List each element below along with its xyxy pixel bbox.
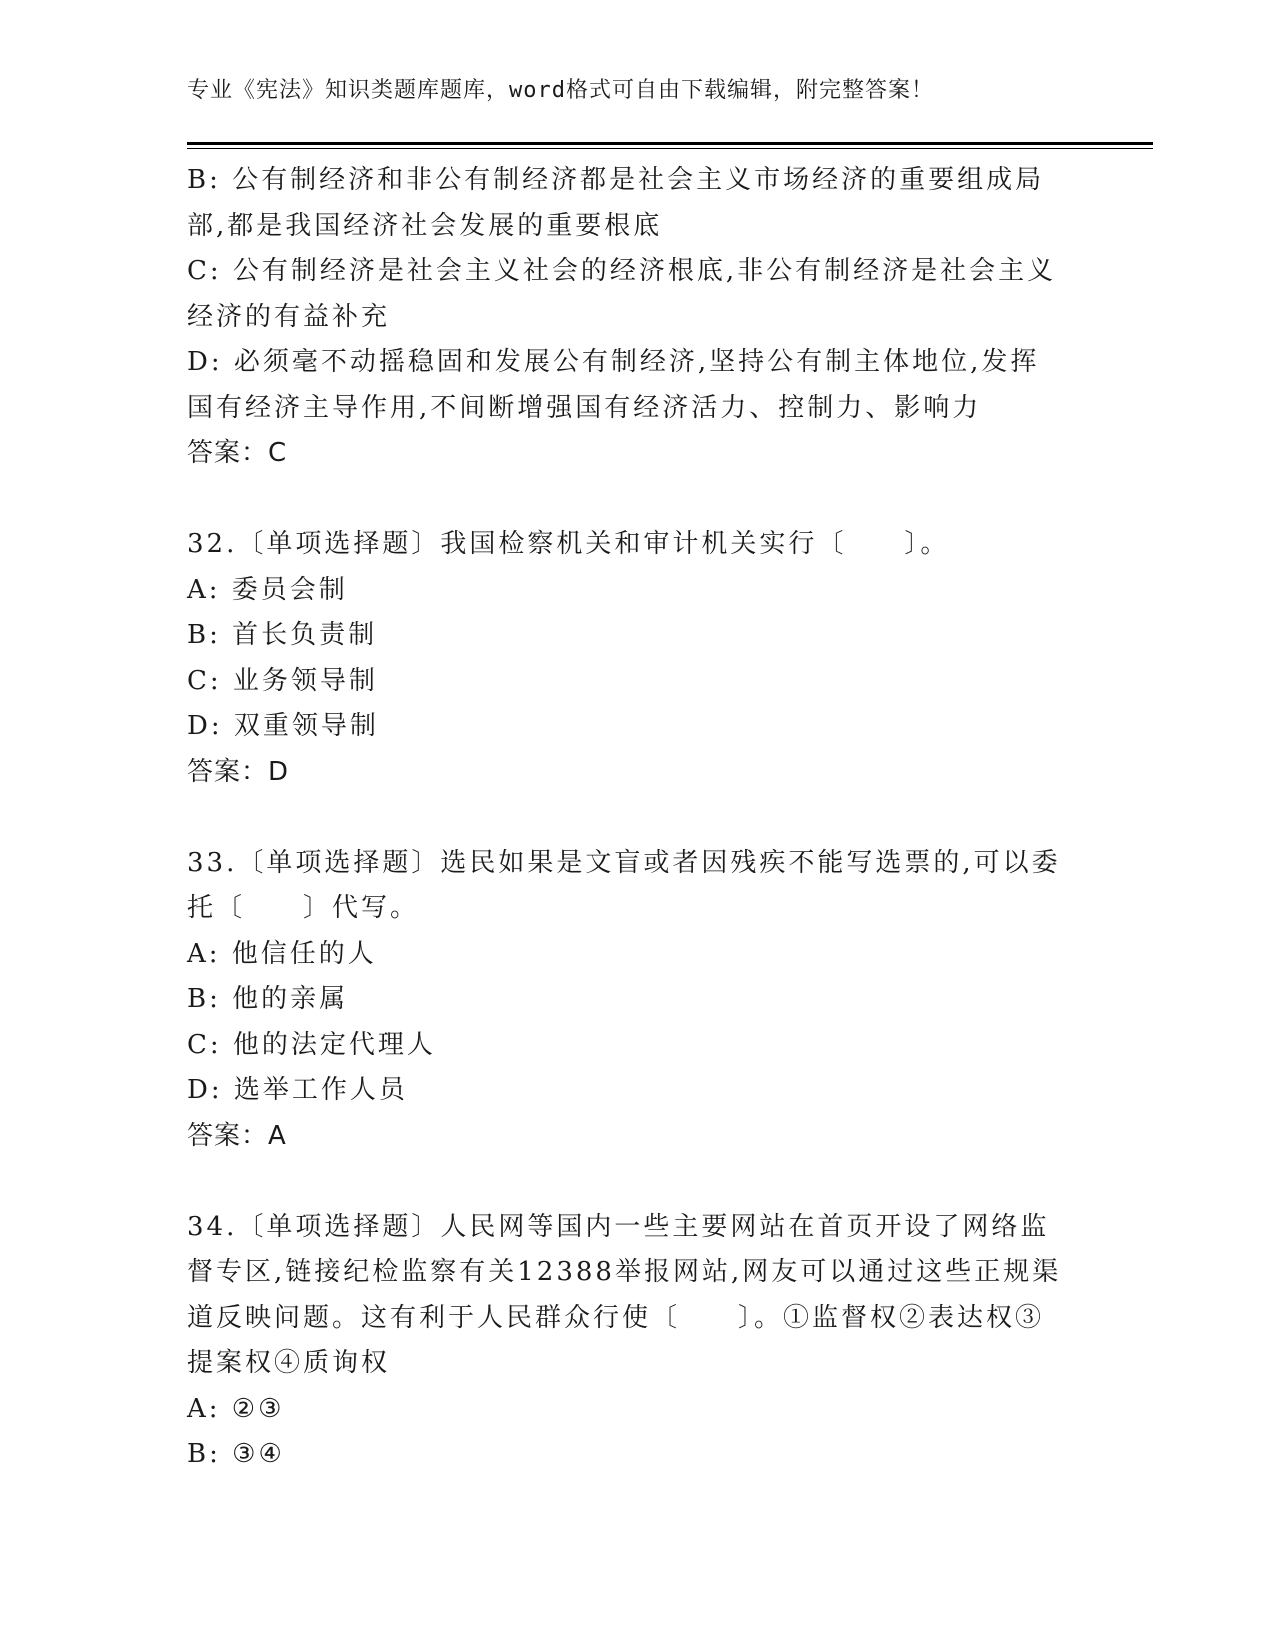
option-a: A: ②③ — [187, 1393, 285, 1424]
question-list — [187, 158, 1067, 1478]
option-b: B: 公有制经济和非公有制经济都是社会主义市场经济的重要组成局部,都是我国经济社会发展的重要根底 — [187, 165, 1045, 241]
option-d: D: 必须毫不动摇稳固和发展公有制经济,坚持公有制主体地位,发挥国有经济主导作用,不间断增强国有经济活力、控制力、影响力 — [187, 347, 1040, 423]
question-stem: 34.〔单项选择题〕人民网等国内一些主要网站在首页开设了网络监督专区,链接纪检监察有关12388举报网站,网友可以通过这些正规渠道反映问题。这有利于人民群众行使〔 〕。①监督权②表达权③提案权④质询权 — [187, 1211, 1062, 1378]
header-divider — [187, 142, 1153, 149]
question-31 — [187, 158, 1067, 477]
answer: 答案：A — [187, 1120, 287, 1151]
option-b: B: 首长负责制 — [187, 620, 378, 650]
question-stem: 32.〔单项选择题〕我国检察机关和审计机关实行〔 〕。 — [187, 529, 950, 559]
option-c: C: 业务领导制 — [187, 665, 378, 696]
option-d: D: 双重领导制 — [187, 711, 379, 741]
option-a: A: 他信任的人 — [187, 938, 377, 969]
question-stem: 33.〔单项选择题〕选民如果是文盲或者因残疾不能写选票的,可以委托〔 〕代写。 — [187, 847, 1061, 923]
option-b: B: ③④ — [187, 1439, 285, 1469]
option-c: C: 公有制经济是社会主义社会的经济根底,非公有制经济是社会主义经济的有益补充 — [187, 256, 1057, 332]
answer: 答案：D — [187, 756, 290, 787]
page-header: 专业《宪法》知识类题库题库，word格式可自由下载编辑，附完整答案！ — [187, 78, 934, 103]
question-33 — [187, 841, 1067, 1160]
question-34 — [187, 1205, 1067, 1478]
option-a: A: 委员会制 — [187, 574, 348, 605]
answer: 答案：C — [187, 438, 288, 468]
question-32 — [187, 522, 1067, 795]
option-b: B: 他的亲属 — [187, 984, 349, 1014]
option-d: D: 选举工作人员 — [187, 1075, 408, 1105]
option-c: C: 他的法定代理人 — [187, 1029, 436, 1060]
